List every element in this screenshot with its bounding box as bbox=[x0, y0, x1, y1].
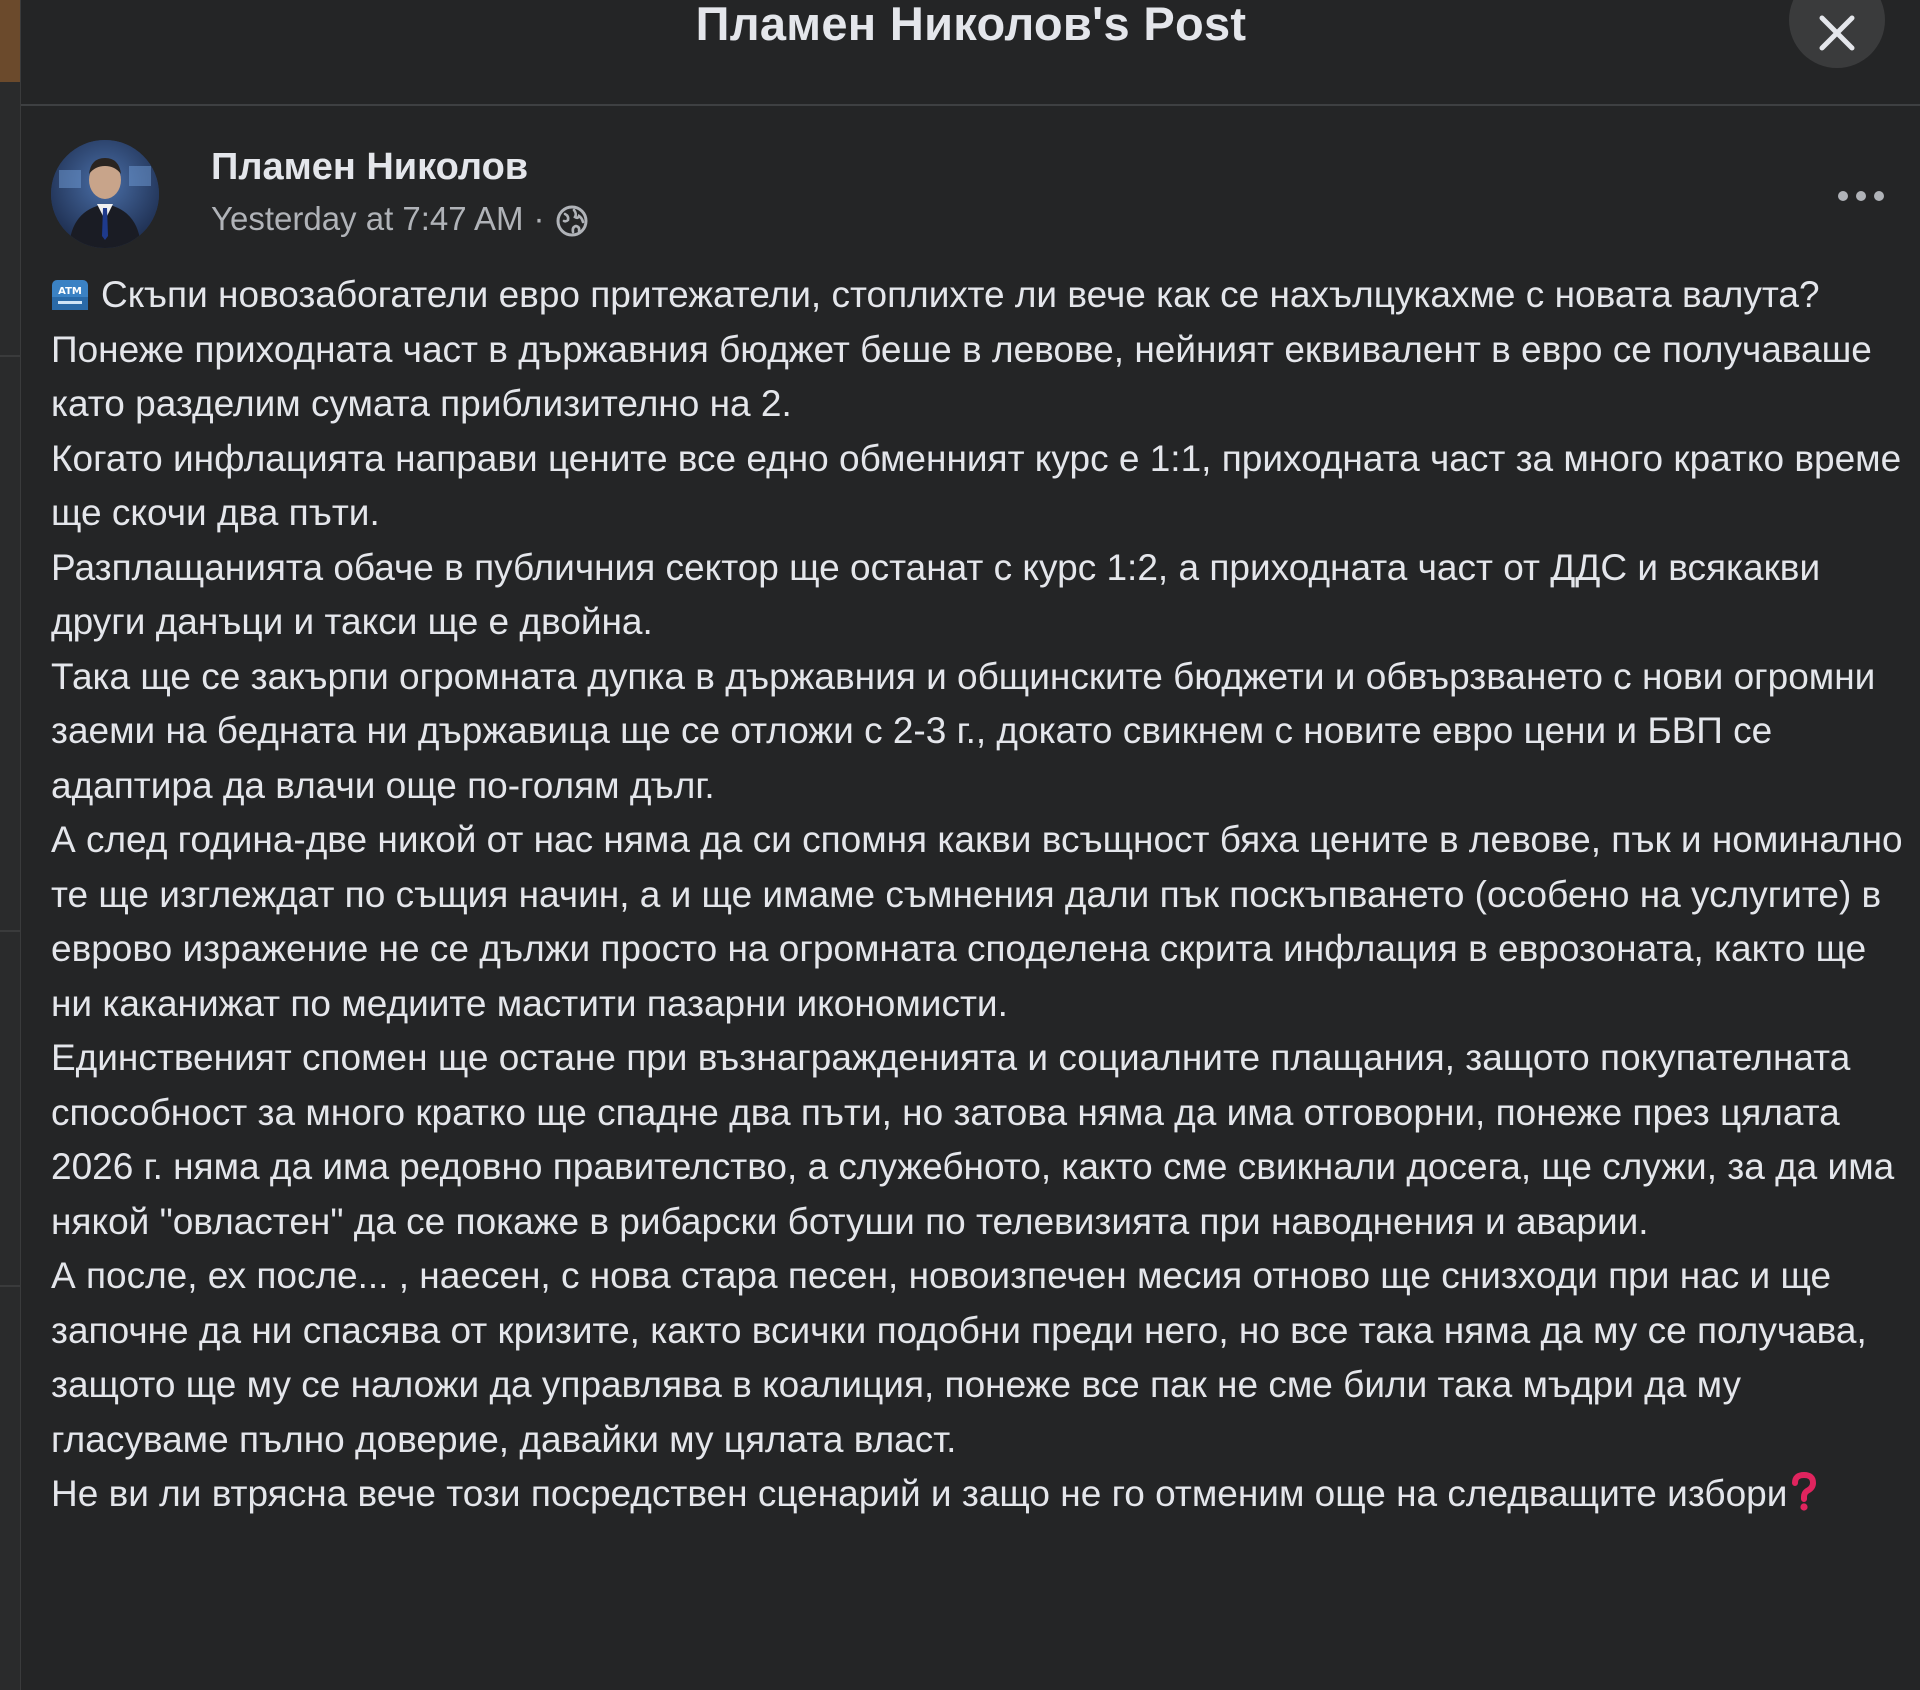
post-paragraph: Така ще се закърпи огромната дупка в държавния и общинските бюджети и обвързването с нови огромни заеми на бедната ни държавица ще се отложи с 2-3 г., докато свикнем с новите евро цени и БВП се адаптира да влачи още по-голям дълг. bbox=[51, 655, 1876, 806]
post-paragraph bbox=[51, 1467, 1911, 1522]
background-page bbox=[0, 0, 20, 1690]
post-paragraph: Понеже приходната част в държавния бюджет беше в левове, нейният еквивалент в евро се получаваше като разделим сумата приблизително на 2. bbox=[51, 328, 1872, 424]
post-text: Не ви ли втрясна вече този посредствен сценарий и защо не го отменим още на следващите избори bbox=[51, 1473, 1788, 1514]
svg-text:ATM: ATM bbox=[58, 286, 82, 297]
close-button[interactable] bbox=[1789, 0, 1885, 68]
post-timestamp[interactable]: Yesterday at 7:47 AM bbox=[211, 200, 524, 237]
post-paragraph bbox=[51, 268, 1911, 323]
post-paragraph: А после, ех после... , наесен, с нова стара песен, новоизпечен месия отново ще снизходи при нас и ще започне да ни спасява от кризите, както всички подобни преди него, но все така няма да му се получава, защото ще му се наложи да управлява в коалиция, понеже все пак не сме били така мъдри да му гласуваме пълно доверие, давайки му цялата власт. bbox=[51, 1255, 1867, 1460]
post-paragraph: А след година-две никой от нас няма да си спомня какви всъщност бяха цените в левове, пък и номинално те ще изглеждат по същия начин, а и ще имаме съмнения дали пък поскъпването (особено на услугите) в еврово изражение не се дължи просто на огромната споделена скрита инфлация в еврозоната, както ще ни каканижат по медиите мастити пазарни икономисти. bbox=[51, 819, 1903, 1024]
close-icon bbox=[1818, 14, 1856, 52]
avatar[interactable] bbox=[51, 140, 159, 248]
post-paragraph: Разплащанията обаче в публичния сектор ще останат с курс 1:2, а приходната част от ДДС и всякакви други данъци и такси ще е двойна. bbox=[51, 546, 1821, 642]
post-modal bbox=[20, 0, 1920, 1690]
modal-title: Пламен Николов's Post bbox=[695, 0, 1247, 50]
author-name[interactable]: Пламен Николов bbox=[211, 146, 529, 188]
more-icon bbox=[1837, 190, 1885, 202]
background-divider bbox=[0, 355, 20, 357]
background-divider bbox=[0, 1285, 20, 1287]
post-paragraph: Единственият спомен ще остане при възнагражденията и социалните плащания, защото покупателната способност за много кратко ще спадне два пъти, но затова няма да има отговорни, понеже през цялата 2026 г. няма да има редовно правителство, а служебното, както сме свикнали досега, ще служи, за да има някой "овластен" да се покаже в рибарски ботуши по телевизията при наводнения и аварии. bbox=[51, 1037, 1895, 1242]
background-divider bbox=[0, 930, 20, 932]
meta-separator: · bbox=[533, 200, 545, 237]
post-meta bbox=[211, 200, 589, 238]
post-header bbox=[51, 140, 1891, 250]
post-paragraph: Когато инфлацията направи цените все едно обменният курс е 1:1, приходната част за много кратко време ще скочи два пъти. bbox=[51, 437, 1902, 533]
more-options-button[interactable] bbox=[1831, 176, 1891, 216]
globe-icon[interactable] bbox=[555, 204, 589, 238]
avatar-image bbox=[51, 140, 159, 248]
red-question-mark-icon bbox=[1791, 1472, 1817, 1512]
background-accent bbox=[0, 0, 20, 82]
post-body bbox=[51, 268, 1911, 1522]
modal-header bbox=[21, 0, 1920, 106]
post-text: Скъпи новозабогатели евро притежатели, стоплихте ли вече как се нахълцукахме с новата валута? bbox=[101, 274, 1820, 315]
atm-icon bbox=[51, 279, 89, 311]
